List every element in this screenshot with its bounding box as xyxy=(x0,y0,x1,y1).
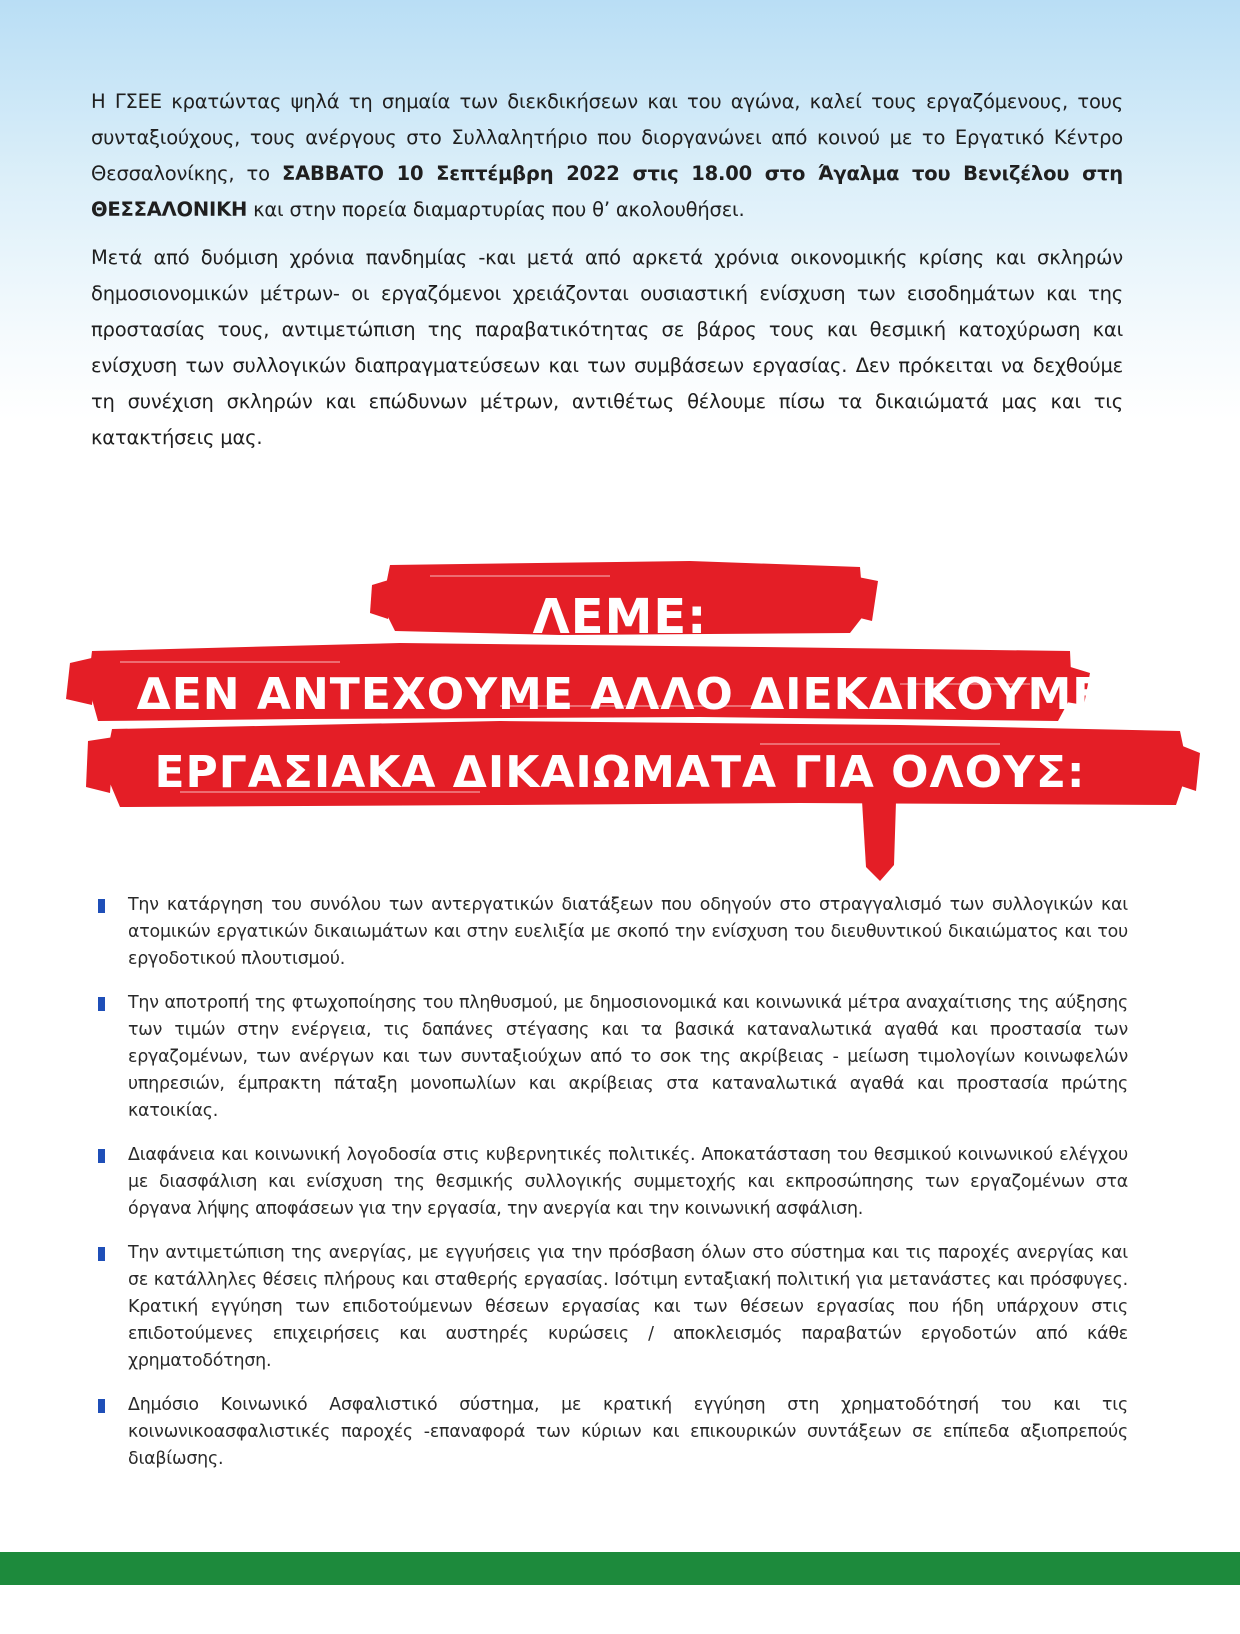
intro-text xyxy=(91,84,1123,468)
intro-text-b: και στην πορεία διαμαρτυρίας που θ’ ακολουθήσει. xyxy=(247,198,745,221)
intro-paragraph-2: Μετά από δυόμιση χρόνια πανδημίας -και μετά από αρκετά χρόνια οικονομικής κρίσης και σκληρών δημοσιονομικών μέτρων- οι εργαζόμενοι χρειάζονται ουσιαστική ενίσχυση των εισοδημάτων και της προστασίας τους, αντιμετώπιση της παραβατικότητας σε βάρος τους και θεσμική κατοχύρωση και ενίσχυση των συλλογικών διαπραγματεύσεων και των συμβάσεων εργασίας. Δεν πρόκειται να δεχθούμε τη συνέχιση σκληρών και επώδυνων μέτρων, αντιθέτως θέλουμε πίσω τα δικαιώματά μας και τις κατακτήσεις μας. xyxy=(91,246,1123,449)
bullet-icon xyxy=(98,1399,105,1413)
demands-list xyxy=(98,892,1128,1490)
list-item-text: Την αποτροπή της φτωχοποίησης του πληθυσμού, με δημοσιονομικά και κοινωνικά μέτρα αναχαίτισης της αύξησης των τιμών στην ενέργεια, τις δαπάνες στέγασης και τα βασικά καταναλωτικά αγαθά και προστασία των εργαζομένων, των ανέργων και των συνταξιούχων από το σοκ της ακρίβειας - μείωση τιμολογίων κοινωφελών υπηρεσιών, έμπρακτη πάταξη μονοπωλίων και ακρίβειας στα καταναλωτικά αγαθά και προστασία πρώτης κατοικίας. xyxy=(128,993,1128,1121)
list-item xyxy=(98,990,1128,1125)
slogan-banner xyxy=(0,555,1240,885)
event-details: ΣΑΒΒΑΤΟ 10 Σεπτέμβρη 2022 στις 18.00 στο Άγαλμα του Βενιζέλου στη ΘΕΣΣΑΛΟΝΙΚΗ xyxy=(91,162,1123,221)
bottom-green-bar xyxy=(0,1552,1240,1585)
banner-line-2: ΕΡΓΑΣΙΑΚΑ ΔΙΚΑΙΩΜΑΤΑ ΓΙΑ ΟΛΟΥΣ: xyxy=(154,747,1086,798)
intro-text-a: Η ΓΣΕΕ κρατώντας ψηλά τη σημαία των διεκδικήσεων και του αγώνα, καλεί τους εργαζόμενους, τους συνταξιούχους, τους ανέργους στο Συλλαλητήριο που διοργανώνει από κοινού με το Εργατικό Κέντρο Θεσσαλονίκης, το xyxy=(91,90,1123,185)
banner-line-1: ΔΕΝ ΑΝΤΕΧΟΥΜΕ ΑΛΛΟ ΔΙΕΚΔΙΚΟΥΜΕ xyxy=(136,669,1104,720)
bullet-icon xyxy=(98,997,105,1011)
list-item-text: Την κατάργηση του συνόλου των αντεργατικών διατάξεων που οδηγούν στο στραγγαλισμό των συλλογικών και ατομικών εργατικών δικαιωμάτων και στην ευελιξία με σκοπό την ενίσχυση του διευθυντικού δικαιώματος και του εργοδοτικού πλουτισμού. xyxy=(128,895,1128,969)
list-item-text: Την αντιμετώπιση της ανεργίας, με εγγυήσεις για την πρόσβαση όλων στο σύστημα και τις παροχές ανεργίας και σε κατάλληλες θέσεις πλήρους και σταθερής εργασίας. Ισότιμη ενταξιακή πολιτική για μετανάστες και πρόσφυγες. Κρατική εγγύηση των επιδοτούμενων θέσεων εργασίας και των θέσεων εργασίας που ήδη υπάρχουν στις επιδοτούμενες επιχειρήσεις και αυστηρές κυρώσεις / αποκλεισμός παραβατών εργοδοτών από κάθε χρηματοδότηση. xyxy=(128,1243,1128,1371)
bullet-icon xyxy=(98,1149,105,1163)
list-item xyxy=(98,1392,1128,1473)
list-item-text: Δημόσιο Κοινωνικό Ασφαλιστικό σύστημα, με κρατική εγγύηση στη χρηματοδότησή του και τις κοινωνικοασφαλιστικές παροχές -επαναφορά των κύριων και επικουρικών συντάξεων σε επίπεδα αξιοπρεπούς διαβίωσης. xyxy=(128,1395,1128,1469)
list-item xyxy=(98,1142,1128,1223)
intro-paragraph-1 xyxy=(91,84,1123,228)
list-item xyxy=(98,1240,1128,1375)
bullet-icon xyxy=(98,899,105,913)
list-item-text: Διαφάνεια και κοινωνική λογοδοσία στις κυβερνητικές πολιτικές. Αποκατάσταση του θεσμικού κοινωνικού ελέγχου με διασφάλιση και ενίσχυση της θεσμικής συλλογικής συμμετοχής και εκπροσώπησης των εργαζομένων στα όργανα λήψης αποφάσεων για την εργασία, την ανεργία και την κοινωνική ασφάλιση. xyxy=(128,1145,1128,1219)
list-item xyxy=(98,892,1128,973)
banner-heading: ΛΕΜΕ: xyxy=(532,589,708,645)
bullet-icon xyxy=(98,1247,105,1261)
